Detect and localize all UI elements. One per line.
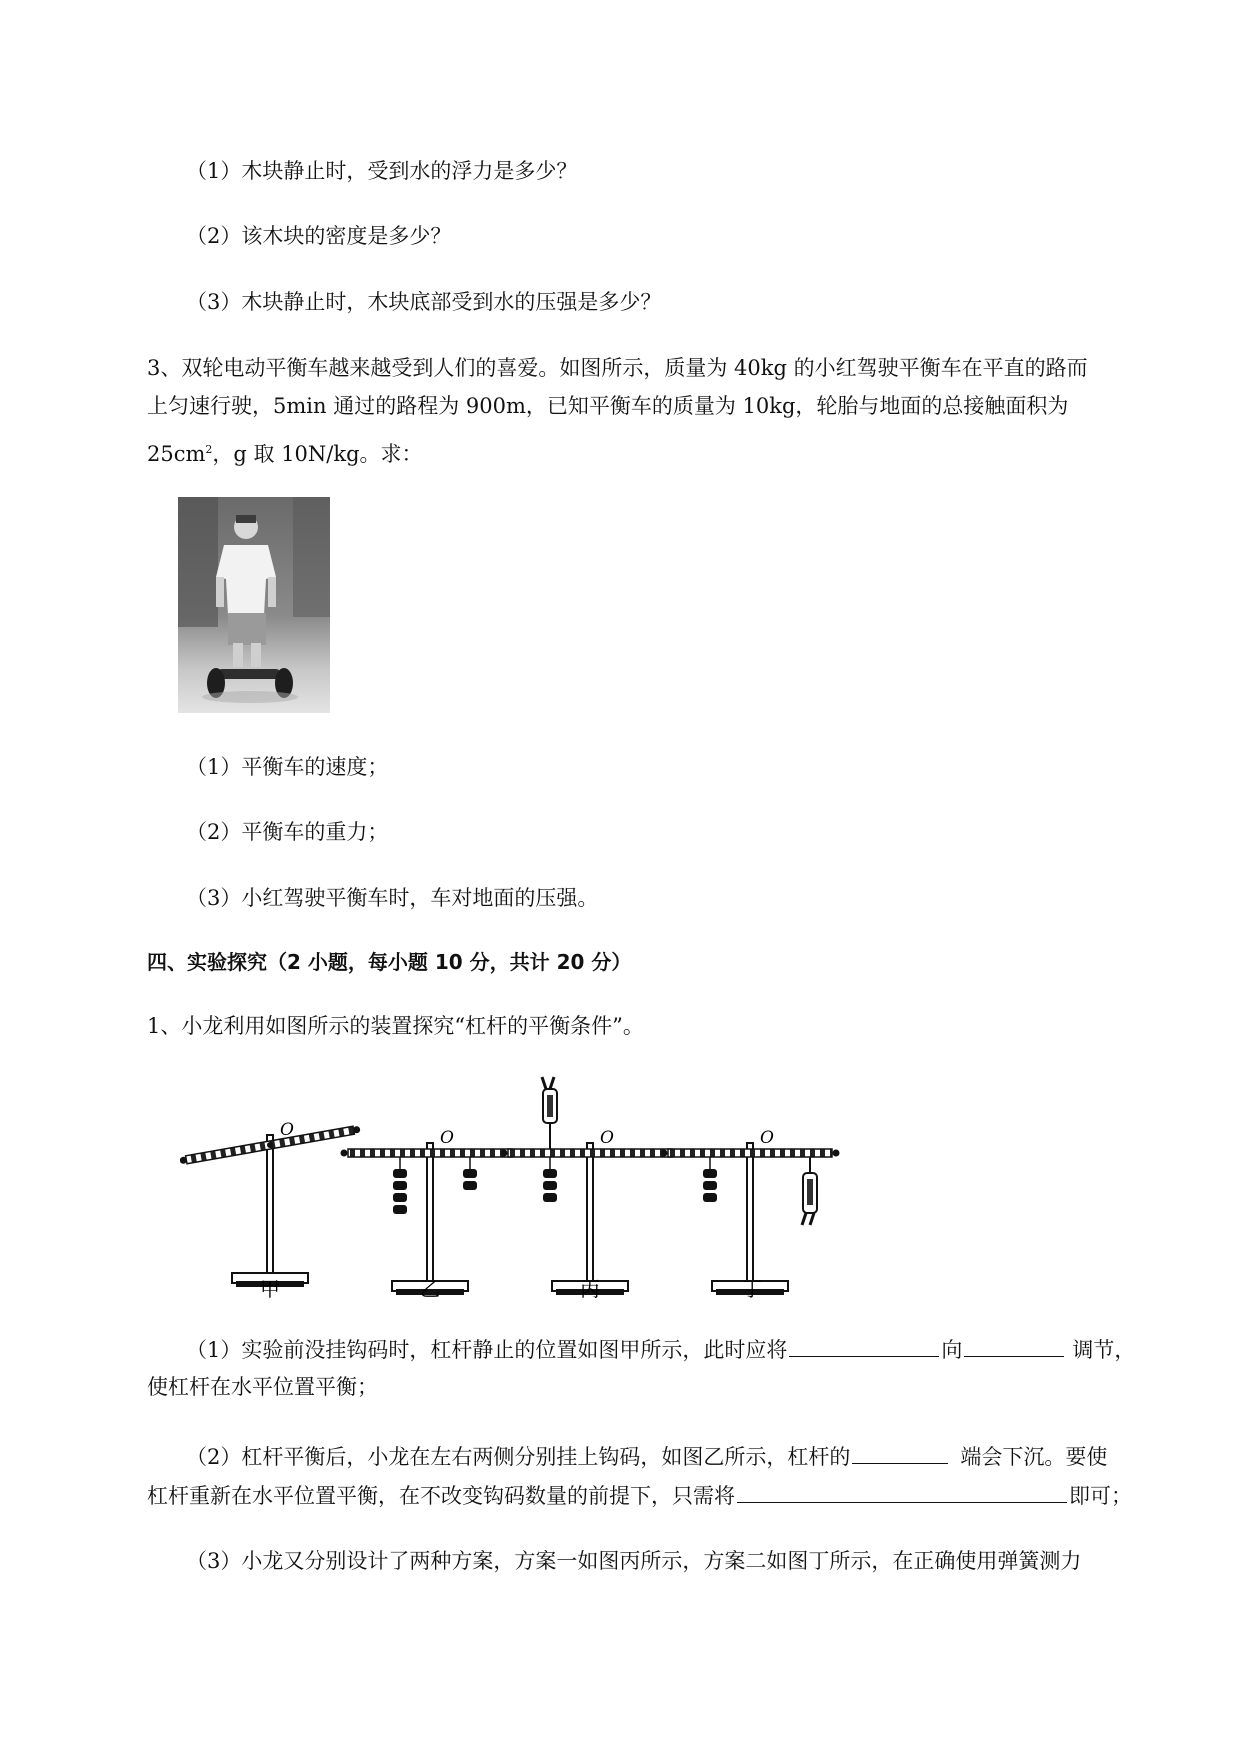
q3-line-1: 3、双轮电动平衡车越来越受到人们的喜爱。如图所示，质量为 40kg 的小红驾驶平衡车在平直的路而: [147, 356, 1088, 380]
pivot-label-c: O: [600, 1128, 614, 1148]
figure-b-lever-with-weights: [341, 1143, 520, 1295]
lever-experiment-figure: [180, 1075, 900, 1305]
q3-line-2: 上匀速行驶，5min 通过的路程为 900m，已知平衡车的质量为 10kg，轮胎与地面的总接触面积为: [147, 394, 1069, 418]
q2-sub-2: （2）该木块的密度是多少？: [186, 224, 452, 248]
superscript: 2: [205, 443, 213, 456]
exp1-part2-line2: 杠杆重新在水平位置平衡，在不改变钩码数量的前提下，只需将 即可；: [147, 1480, 1132, 1510]
q2-sub-3: （3）木块静止时，木块底部受到水的压强是多少？: [186, 290, 662, 314]
figure-a-unbalanced-lever: [180, 1125, 361, 1287]
q3-sub-3: （3）小红驾驶平衡车时，车对地面的压强。: [186, 886, 599, 910]
figure-c-lever-spring-scale-up: [501, 1077, 680, 1295]
section-heading: 四、实验探究（2 小题，每小题 10 分，共计 20 分）: [147, 950, 632, 974]
q3-sub-1: （1）平衡车的速度；: [186, 755, 389, 779]
answer-blank-1[interactable]: [789, 1334, 939, 1357]
exp1-part3-line1: （3）小龙又分别设计了两种方案，方案一如图丙所示，方案二如图丁所示，在正确使用弹簧测力: [186, 1549, 1082, 1573]
pivot-label-d: O: [760, 1128, 774, 1148]
exp1-part1-line2: 使杠杆在水平位置平衡；: [147, 1375, 378, 1399]
pivot-label-a: O: [280, 1120, 294, 1140]
exp1-intro: 1、小龙利用如图所示的装置探究“杠杆的平衡条件”。: [147, 1014, 644, 1038]
answer-blank-3[interactable]: [852, 1441, 948, 1464]
figure-d-lever-spring-scale-down: [661, 1143, 840, 1295]
q3-sub-2: （2）平衡车的重力；: [186, 820, 389, 844]
answer-blank-4[interactable]: [737, 1480, 1067, 1503]
figure-label-b: 乙: [420, 1277, 440, 1301]
q2-sub-1: （1）木块静止时，受到水的浮力是多少？: [186, 159, 578, 183]
q3-line-3: $25cm^2$，g 取 10N/kg。求：: [147, 442, 423, 466]
exp1-part1-line1: （1）实验前没挂钩码时，杠杆静止的位置如图甲所示，此时应将 向 调节，: [186, 1334, 1135, 1364]
figure-label-d: 丁: [742, 1277, 762, 1301]
balance-scooter-photo: [178, 497, 330, 713]
pivot-label-b: O: [440, 1128, 454, 1148]
figure-label-c: 丙: [580, 1277, 600, 1301]
answer-blank-2[interactable]: [964, 1334, 1064, 1357]
figure-label-a: 甲: [260, 1277, 280, 1301]
exp1-part2-line1: （2）杠杆平衡后，小龙在左右两侧分别挂上钩码，如图乙所示，杠杆的 端会下沉。要使: [186, 1441, 1107, 1471]
